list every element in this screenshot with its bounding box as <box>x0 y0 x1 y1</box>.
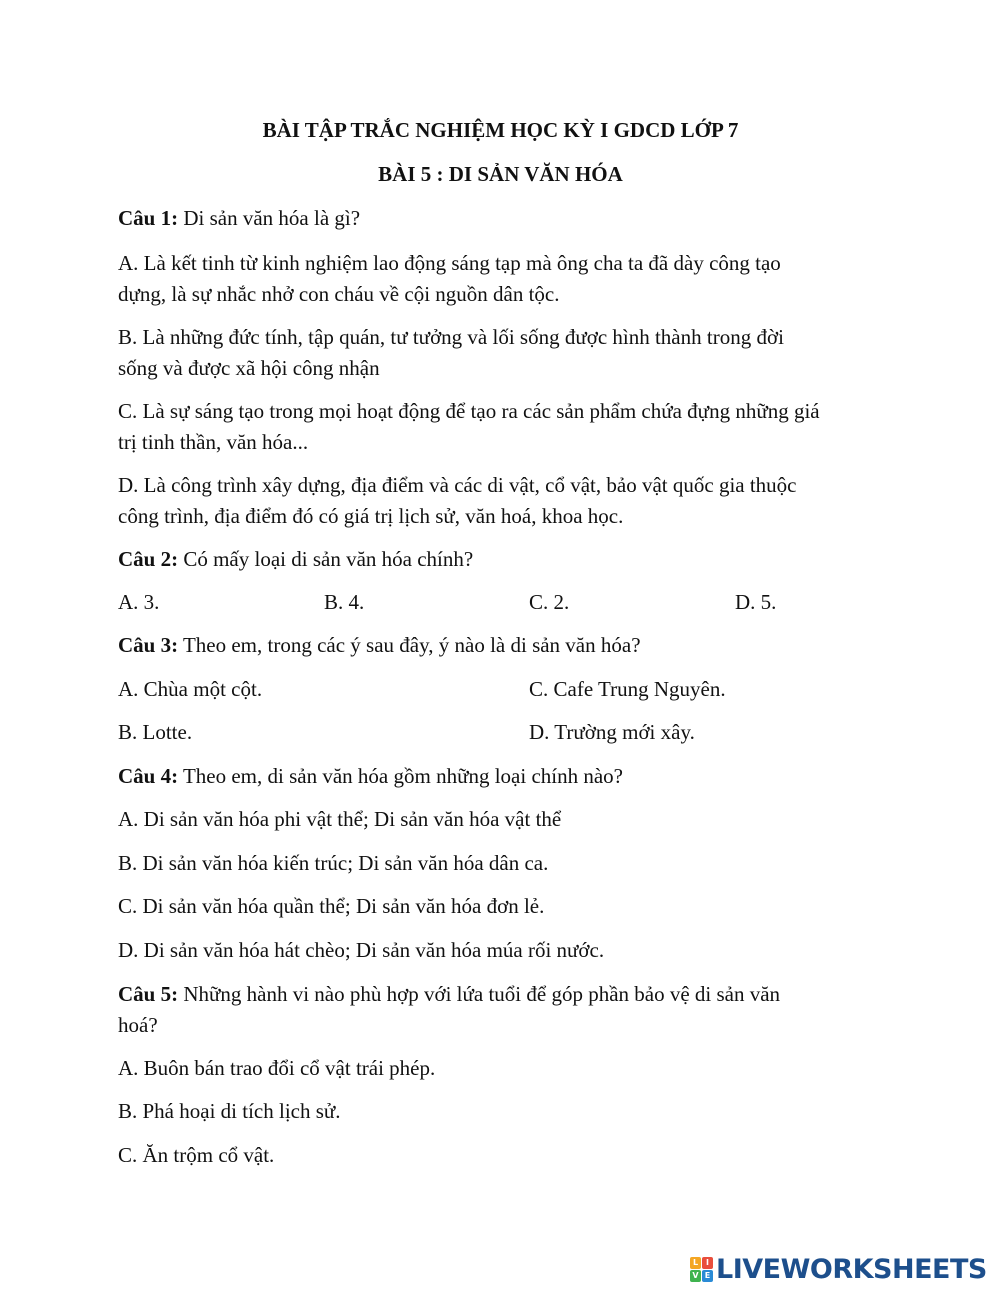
q2-option-b[interactable]: B. 4. <box>324 590 365 614</box>
option-text-line: trị tinh thần, văn hóa... <box>118 430 309 454</box>
question-label: Câu 4: <box>118 764 179 788</box>
option-text-line: A. Là kết tinh từ kinh nghiệm lao động sáng tạp mà ông cha ta đã dày công tạo <box>118 251 781 275</box>
question-text: Những hành vi nào phù hợp với lứa tuổi để góp phần bảo vệ di sản văn <box>178 982 781 1006</box>
q5-option-a[interactable]: A. Buôn bán trao đổi cổ vật trái phép. <box>118 1056 436 1080</box>
option-text-line: D. Là công trình xây dựng, địa điểm và các di vật, cổ vật, bảo vật quốc gia thuộc <box>118 473 797 497</box>
question-text: Di sản văn hóa là gì? <box>178 206 361 230</box>
q4-option-c[interactable]: C. Di sản văn hóa quần thể; Di sản văn hóa đơn lẻ. <box>118 894 545 918</box>
question-label: Câu 5: <box>118 982 179 1006</box>
q4-option-a[interactable]: A. Di sản văn hóa phi vật thể; Di sản văn hóa vật thể <box>118 807 562 831</box>
q1-option-d[interactable] <box>118 470 888 532</box>
question-3 <box>118 630 888 661</box>
option-text-line: dựng, là sự nhắc nhở con cháu về cội nguồn dân tộc. <box>118 282 560 306</box>
option-text-line: sống và được xã hội công nhận <box>118 356 380 380</box>
option-text-line: C. Là sự sáng tạo trong mọi hoạt động để tạo ra các sản phẩm chứa đựng những giá <box>118 399 820 423</box>
question-label: Câu 3: <box>118 633 179 657</box>
question-2 <box>118 544 888 575</box>
logo-mark-letter: E <box>702 1270 713 1282</box>
q1-option-a[interactable] <box>118 248 888 310</box>
question-5 <box>118 979 888 1041</box>
question-text: Có mấy loại di sản văn hóa chính? <box>178 547 474 571</box>
q3-option-d[interactable]: D. Trường mới xây. <box>529 720 695 744</box>
q3-option-b[interactable]: B. Lotte. <box>118 720 193 744</box>
logo-mark-icon <box>690 1257 713 1282</box>
logo-mark-letter: I <box>702 1257 713 1269</box>
question-text-line: hoá? <box>118 1013 158 1037</box>
q2-option-c[interactable]: C. 2. <box>529 590 570 614</box>
logo-mark-letter: V <box>690 1270 701 1282</box>
q2-options <box>118 587 888 618</box>
q2-option-d[interactable]: D. 5. <box>735 590 777 614</box>
q1-option-c[interactable] <box>118 396 888 458</box>
question-4 <box>118 761 888 792</box>
worksheet-title: BÀI TẬP TRẮC NGHIỆM HỌC KỲ I GDCD LỚP 7 <box>262 118 739 142</box>
logo-text: LIVEWORKSHEETS <box>716 1253 987 1285</box>
question-label: Câu 1: <box>118 206 179 230</box>
q3-option-a[interactable]: A. Chùa một cột. <box>118 677 263 701</box>
lesson-title: BÀI 5 : DI SẢN VĂN HÓA <box>378 162 623 186</box>
question-text: Theo em, trong các ý sau đây, ý nào là di sản văn hóa? <box>178 633 641 657</box>
q1-option-b[interactable] <box>118 322 888 384</box>
q5-option-c[interactable]: C. Ăn trộm cổ vật. <box>118 1143 275 1167</box>
question-1 <box>118 203 888 234</box>
liveworksheets-logo <box>690 1252 987 1286</box>
option-text-line: B. Là những đức tính, tập quán, tư tưởng và lối sống được hình thành trong đời <box>118 325 784 349</box>
option-text-line: công trình, địa điểm đó có giá trị lịch sử, văn hoá, khoa học. <box>118 504 624 528</box>
q4-option-d[interactable]: D. Di sản văn hóa hát chèo; Di sản văn hóa múa rối nước. <box>118 938 605 962</box>
q3-options-row-1 <box>118 674 888 705</box>
q5-option-b[interactable]: B. Phá hoại di tích lịch sử. <box>118 1099 341 1123</box>
question-label: Câu 2: <box>118 547 179 571</box>
logo-mark-letter: L <box>690 1257 701 1269</box>
question-text: Theo em, di sản văn hóa gồm những loại chính nào? <box>178 764 623 788</box>
q3-options-row-2 <box>118 717 888 748</box>
q4-option-b[interactable]: B. Di sản văn hóa kiến trúc; Di sản văn hóa dân ca. <box>118 851 549 875</box>
q3-option-c[interactable]: C. Cafe Trung Nguyên. <box>529 677 726 701</box>
q2-option-a[interactable]: A. 3. <box>118 590 160 614</box>
